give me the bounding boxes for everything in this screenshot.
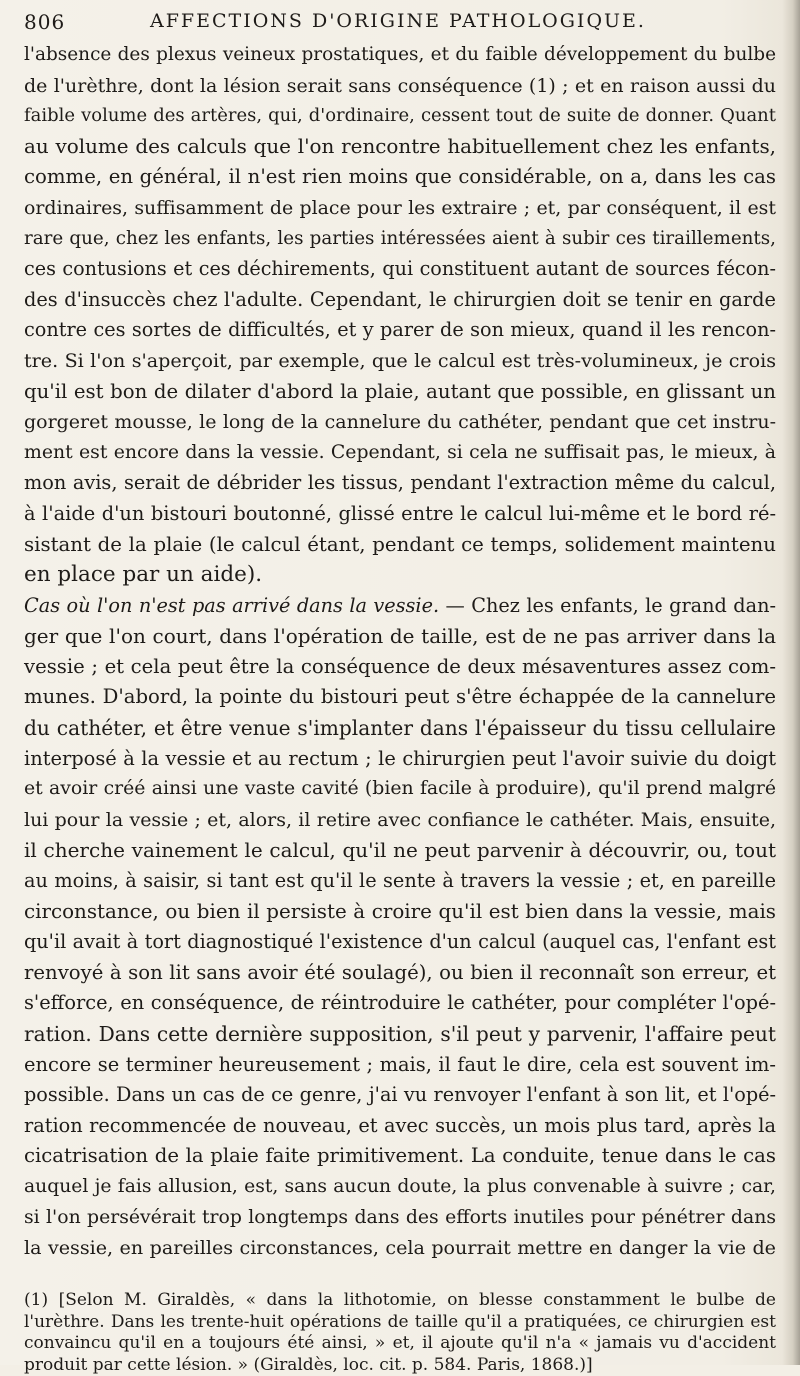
page-number: 806	[24, 10, 65, 34]
text-line: comme, en général, il n'est rien moins que considérable, on a, dans les cas	[24, 162, 776, 193]
text-line: et avoir créé ainsi une vaste cavité (bien facile à produire), qu'il prend malgré	[24, 774, 776, 805]
running-head: AFFECTIONS D'ORIGINE PATHOLOGIQUE.	[18, 10, 778, 32]
text-line: ordinaires, suffisamment de place pour les extraire ; et, par conséquent, il est	[24, 193, 776, 224]
paragraph-1	[24, 40, 776, 591]
footnote	[24, 1290, 776, 1376]
text-line: s'efforce, en conséquence, de réintroduire le cathéter, pour compléter l'opé-	[24, 988, 776, 1019]
text-line: sistant de la plaie (le calcul étant, pendant ce temps, solidement maintenu	[24, 530, 776, 561]
text-line: de l'urèthre, dont la lésion serait sans conséquence (1) ; et en raison aussi du	[24, 71, 776, 102]
text-line: rare que, chez les enfants, les parties intéressées aient à subir ces tiraillements,	[24, 224, 776, 255]
section-title: Cas où l'on n'est pas arrivé dans la vessie.	[24, 594, 439, 617]
text-line: munes. D'abord, la pointe du bistouri peut s'être échappée de la cannelure	[24, 682, 776, 713]
text-line: ger que l'on court, dans l'opération de taille, est de ne pas arriver dans la	[24, 621, 776, 652]
text-line: circonstance, ou bien il persiste à croire qu'il est bien dans la vessie, mais	[24, 897, 776, 928]
text-line: si l'on persévérait trop longtemps dans des efforts inutiles pour pénétrer dans	[24, 1203, 776, 1234]
text-line: au volume des calculs que l'on rencontre habituellement chez les enfants,	[24, 132, 776, 163]
text-line: tre. Si l'on s'aperçoit, par exemple, que le calcul est très-volumineux, je crois	[24, 346, 776, 377]
text-line: il cherche vainement le calcul, qu'il ne peut parvenir à découvrir, ou, tout	[24, 835, 776, 866]
text-line: à l'aide d'un bistouri boutonné, glissé entre le calcul lui-même et le bord ré-	[24, 499, 776, 530]
text-line: vessie ; et cela peut être la conséquence de deux mésaventures assez com-	[24, 652, 776, 683]
text-line: la vessie, en pareilles circonstances, cela pourrait mettre en danger la vie de	[24, 1233, 776, 1264]
text-line: gorgeret mousse, le long de la cannelure du cathéter, pendant que cet instru-	[24, 407, 776, 438]
text-line: au moins, à saisir, si tant est qu'il le sente à travers la vessie ; et, en pareille	[24, 866, 776, 897]
footnote-line: l'urèthre. Dans les trente-huit opérations de taille qu'il a pratiquées, ce chirurgien est	[24, 1312, 776, 1334]
text-line: ces contusions et ces déchirements, qui constituent autant de sources fécon-	[24, 254, 776, 285]
text-line: contre ces sortes de difficultés, et y parer de son mieux, quand il les rencon-	[24, 315, 776, 346]
text-line: mon avis, serait de débrider les tissus, pendant l'extraction même du calcul,	[24, 468, 776, 499]
text-line: faible volume des artères, qui, d'ordinaire, cessent tout de suite de donner. Quant	[24, 101, 776, 132]
footnote-line: produit par cette lésion. » (Giraldès, loc. cit. p. 584. Paris, 1868.)]	[24, 1355, 776, 1376]
text-line: des d'insuccès chez l'adulte. Cependant, le chirurgien doit se tenir en garde	[24, 285, 776, 316]
text-line: ration. Dans cette dernière supposition, s'il peut y parvenir, l'affaire peut	[24, 1019, 776, 1050]
footnote-line: (1) [Selon M. Giraldès, « dans la lithotomie, on blesse constamment le bulbe de	[24, 1290, 776, 1312]
text-line: ration recommencée de nouveau, et avec succès, un mois plus tard, après la	[24, 1111, 776, 1142]
text-line: cicatrisation de la plaie faite primitivement. La conduite, tenue dans le cas	[24, 1141, 776, 1172]
text-line: qu'il est bon de dilater d'abord la plaie, autant que possible, en glissant un	[24, 377, 776, 408]
footnote-line: convaincu qu'il en a toujours été ainsi, » et, il ajoute qu'il n'a « jamais vu d'accident	[24, 1333, 776, 1355]
text-line: interposé à la vessie et au rectum ; le chirurgien peut l'avoir suivie du doigt	[24, 744, 776, 775]
section-line-rest: — Chez les enfants, le grand dan-	[439, 594, 776, 617]
text-line: auquel je fais allusion, est, sans aucun doute, la plus convenable à suivre ; car,	[24, 1172, 776, 1203]
page-header	[18, 4, 778, 40]
text-line: lui pour la vessie ; et, alors, il retire avec confiance le cathéter. Mais, ensuite,	[24, 805, 776, 836]
page-edge-shadow	[782, 0, 800, 1365]
paragraph-2	[24, 591, 776, 1264]
text-line: du cathéter, et être venue s'implanter dans l'épaisseur du tissu cellulaire	[24, 713, 776, 744]
text-line: ment est encore dans la vessie. Cependant, si cela ne suffisait pas, le mieux, à	[24, 438, 776, 469]
text-line: encore se terminer heureusement ; mais, il faut le dire, cela est souvent im-	[24, 1050, 776, 1081]
text-line: qu'il avait à tort diagnostiqué l'existence d'un calcul (auquel cas, l'enfant est	[24, 927, 776, 958]
text-line: en place par un aide).	[24, 560, 776, 591]
body-text	[24, 40, 776, 1264]
text-line: possible. Dans un cas de ce genre, j'ai vu renvoyer l'enfant à son lit, et l'opé-	[24, 1080, 776, 1111]
section-line	[24, 591, 776, 622]
text-line: l'absence des plexus veineux prostatiques, et du faible développement du bulbe	[24, 40, 776, 71]
text-line: renvoyé à son lit sans avoir été soulagé), ou bien il reconnaît son erreur, et	[24, 958, 776, 989]
